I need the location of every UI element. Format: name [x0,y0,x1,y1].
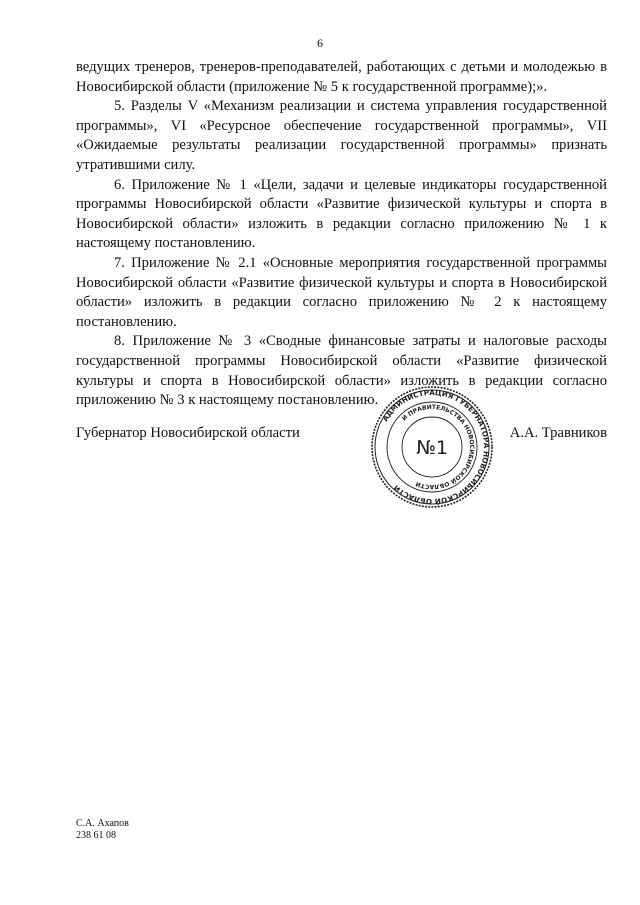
document-body [76,58,607,411]
paragraph-item-5: 5. Разделы V «Механизм реализации и система управления государственной программы», VI «Ресурсное обеспечение государственной программы», VII «Ожидаемые результаты реализации государственной программы» признать утратившими силу. [76,98,607,173]
paragraph-continuation: ведущих тренеров, тренеров-преподавателей, работающих с детьми и молодежью в Новосибирской области (приложение № 5 к государственной программе);». [76,59,607,95]
seal-outer-text: АДМИНИСТРАЦИЯ ГУБЕРНАТОРА НОВОСИБИРСКОЙ ОБЛАСТИ [380,387,492,507]
paragraph-item-6: 6. Приложение № 1 «Цели, задачи и целевые индикаторы государственной программы Новосибирской области «Развитие физической культуры и спорта в Новосибирской области» изложить в редакции согласно приложению № 1 к настоящему постановлению. [76,176,607,252]
official-seal [370,385,494,509]
paragraph-item-8: 8. Приложение № 3 «Сводные финансовые затраты и налоговые расходы государственной программы Новосибирской области «Развитие физической культуры и спорта в Новосибирской области» изложить в редакции согласно приложению № 3 к настоящему постановлению. [76,333,607,409]
signatory-name: А.А. Травников [509,425,607,441]
seal-center-text: №1 [416,437,448,459]
paragraph-item-7: 7. Приложение № 2.1 «Основные мероприятия государственной программы Новосибирской области «Развитие физической культуры и спорта в Новосибирской области» изложить в редакции согласно приложению № 2 к настоящему постановлению. [76,254,607,330]
seal-inner-text: И ПРАВИТЕЛЬСТВА НОВОСИБИРСКОЙ ОБЛАСТИ [400,403,476,491]
page-number: 6 [317,36,323,50]
executor-name: С.А. Ахапов [76,818,129,829]
footer [76,818,129,842]
executor-phone: 238 61 08 [76,830,116,841]
signatory-title: Губернатор Новосибирской области [76,425,300,441]
